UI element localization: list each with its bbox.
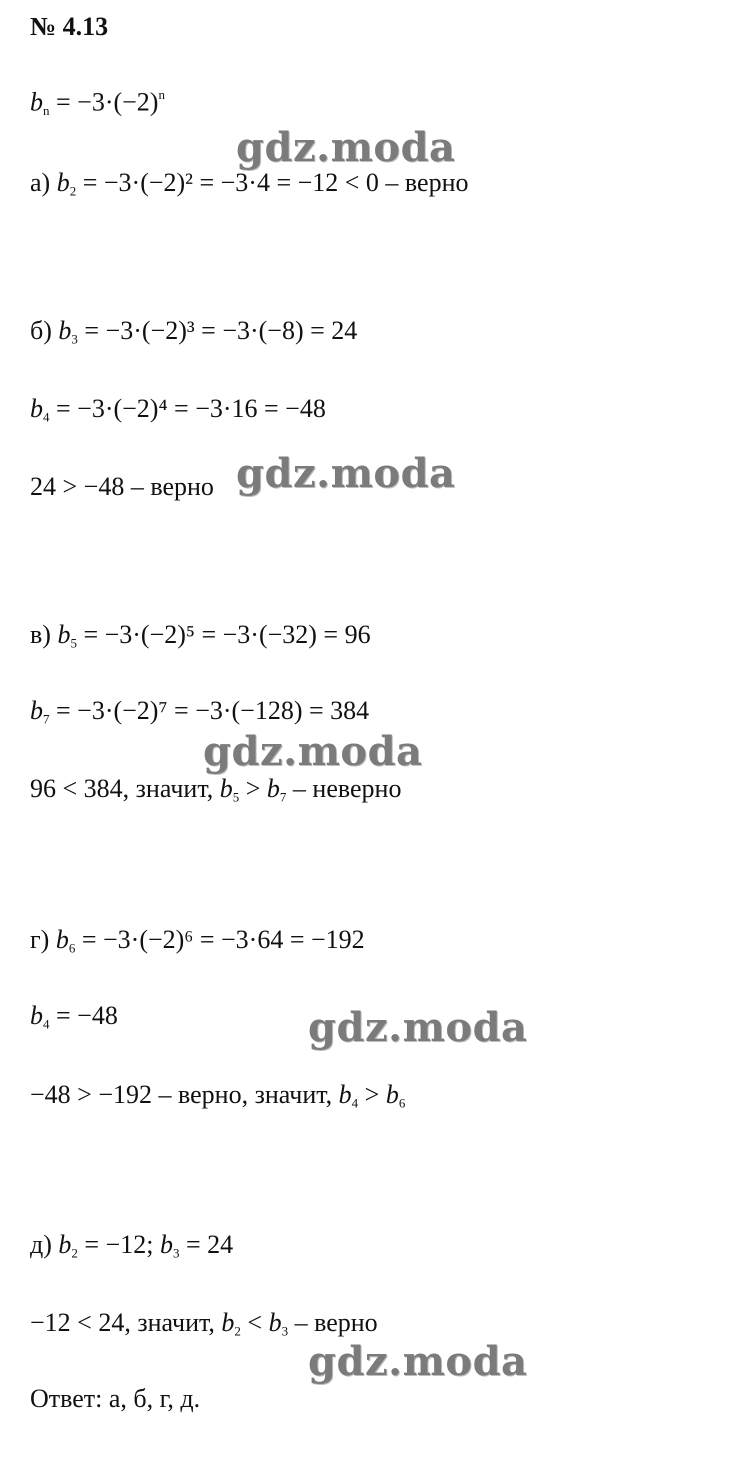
part-d-line-2: −12 < 24, значит, $b_2 < b_3$ – верно xyxy=(30,1308,378,1339)
part-v-line-2: $b_7 = -3\cdot(-2)^7 = -3\cdot(-128) = 384$ xyxy=(30,696,370,727)
watermark: gdz.moda xyxy=(308,1004,528,1051)
watermark: gdz.moda xyxy=(203,728,423,775)
formula-line: $b_n = -3\cdot(-2)^n$ xyxy=(30,87,165,119)
problem-number: № 4.13 xyxy=(30,12,109,41)
part-g-line-2: $b_4 = -48$ xyxy=(30,1001,118,1032)
part-b-line-1: б) $b_3 = -3\cdot(-2)^3 = -3\cdot(-8) = 24$ xyxy=(30,316,358,347)
part-d-line-1: д) $b_2 = -12$; $b_3 = 24$ xyxy=(30,1230,234,1261)
watermark: gdz.moda xyxy=(236,450,456,497)
watermark: gdz.moda xyxy=(236,124,456,171)
part-b-line-3: 24 > −48 – верно xyxy=(30,472,214,501)
part-g-line-3: −48 > −192 – верно, значит, $b_4 > b_6$ xyxy=(30,1080,406,1111)
watermark: gdz.moda xyxy=(308,1338,528,1385)
part-a-line: а) $b_2 = -3\cdot(-2)^2 = -3\cdot 4 = -12 < 0$ – верно xyxy=(30,168,469,199)
part-g-line-1: г) $b_6 = -3\cdot(-2)^6 = -3\cdot 64 = -192$ xyxy=(30,925,365,956)
part-v-line-1: в) $b_5 = -3\cdot(-2)^5 = -3\cdot(-32) = 96$ xyxy=(30,620,371,651)
answer-line: Ответ: а, б, г, д. xyxy=(30,1384,201,1413)
part-v-line-3: 96 < 384, значит, $b_5 > b_7$ – неверно xyxy=(30,774,402,805)
part-b-line-2: $b_4 = -3\cdot(-2)^4 = -3\cdot 16 = -48$ xyxy=(30,394,326,425)
